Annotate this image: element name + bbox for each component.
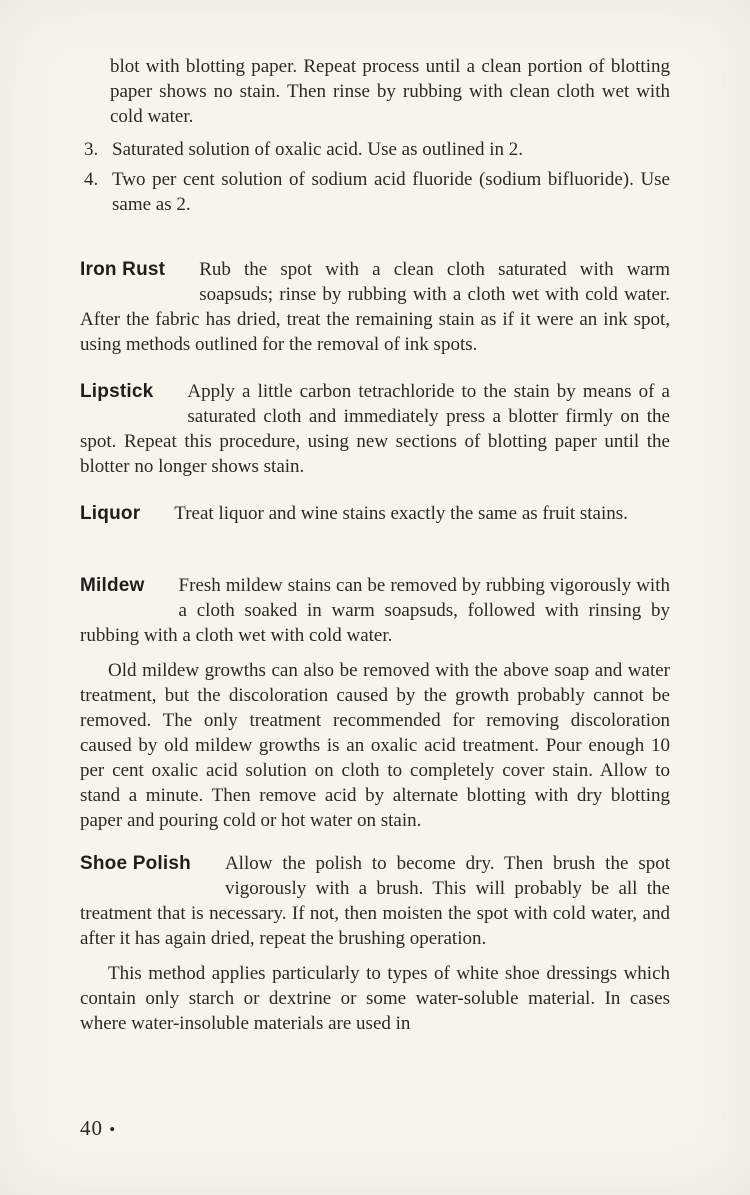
section-liquor [80,501,670,551]
section-heading: Shoe Polish [80,853,191,874]
list-item-text: Saturated solution of oxalic acid. Use as outlined in 2. [112,139,524,160]
numbered-item-4 [84,167,670,217]
list-marker: 3. [84,139,99,160]
section-shoe-polish [80,851,670,951]
section-iron-rust [80,257,670,357]
list-item-text: Two per cent solution of sodium acid fluoride (sodium bifluoride). Use same as 2. [112,169,670,215]
continuation-paragraph: blot with blotting paper. Repeat process until a clean portion of blotting paper shows no stain. Then rinse by rubbing with clean cloth wet with cold water. [110,56,670,127]
section-mildew [80,573,670,648]
section-body: Allow the polish to become dry. Then brush the spot vigorously with a brush. This will probably be all the treatment that is necessary. If not, then moisten the spot with cold water, and after it has again dried, repeat the brushing operation. [80,853,670,949]
section-body: Rub the spot with a clean cloth saturated with warm soapsuds; rinse by rubbing with a cloth wet with cold water. After the fabric has dried, treat the remaining stain as if it were an ink spot, using methods outlined for the removal of ink spots. [80,259,670,355]
section-heading: Liquor [80,503,141,524]
page-number [80,1116,116,1142]
section-heading: Mildew [80,575,145,596]
numbered-list [84,137,670,217]
mildew-paragraph-2: Old mildew growths can also be removed with the above soap and water treatment, but the discoloration caused by the growth probably cannot be removed. The only treatment recommended for removing discoloration caused by old mildew growths is an oxalic acid treatment. Pour enough 10 per cent oxalic acid solution on cloth to completely cover stain. Allow to stand a minute. Then remove acid by alternate blotting with dry blotting paper and pouring cold or hot water on stain. [80,660,670,831]
page-number-bullet: • [109,1120,117,1139]
section-lipstick [80,379,670,479]
section-body: Fresh mildew stains can be removed by rubbing vigorously with a cloth soaked in warm soapsuds, followed with rinsing by rubbing with a cloth wet with cold water. [80,575,670,646]
numbered-item-3 [84,137,670,162]
section-heading: Lipstick [80,381,154,402]
section-body: Apply a little carbon tetrachloride to the stain by means of a saturated cloth and immediately press a blotter firmly on the spot. Repeat this procedure, using new sections of blotting paper until the blotter no longer shows stain. [80,381,670,477]
page-number-value: 40 [80,1116,103,1140]
shoe-polish-paragraph-2: This method applies particularly to types of white shoe dressings which contain only starch or dextrine or some water-soluble material. In cases where water-insoluble materials are used in [80,963,670,1034]
section-body: Treat liquor and wine stains exactly the same as fruit stains. [174,503,628,524]
section-heading: Iron Rust [80,259,166,280]
list-marker: 4. [84,169,99,190]
